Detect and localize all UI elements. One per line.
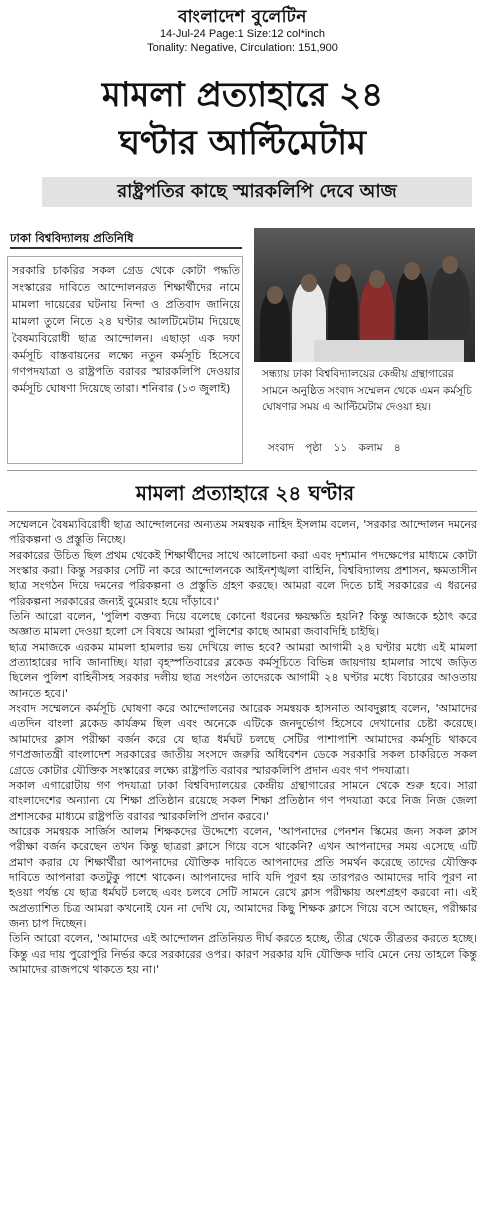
article-body [9,517,477,977]
body-paragraph: সম্মেলনে বৈষম্যবিরোধী ছাত্র আন্দোলনের অন্যতম সমন্বয়ক নাহিদ ইসলাম বলেন, 'সরকার আন্দোলন দমনের পরিকল্পনা ও প্রস্তুতি নিচ্ছে। [9,518,477,547]
continuation-headline: মামলা প্রত্যাহারে ২৪ ঘণ্টার [135,481,355,505]
subheadline: রাষ্ট্রপতির কাছে স্মারকলিপি দেবে আজ [117,181,397,202]
body-paragraph: সকাল এগারোটায় গণ পদযাত্রা ঢাকা বিশ্ববিদ্যালয়ের কেন্দ্রীয় গ্রন্থাগারের সামনে থেকে শুরু হবে। সারা বাংলাদেশের অন্যান্য যে শিক্ষা প্রতিষ্ঠান রয়েছে সকল শিক্ষা প্রতিষ্ঠান গণ পদযাত্রা করে নিজ নিজ জেলা প্রশাসকের মাধ্যমে রাষ্ট্রপতি বরাবর স্মারকলিপি প্রদান করবে।' [9,778,477,823]
clip-meta-size: 14-Jul-24 Page:1 Size:12 col*inch [159,28,326,40]
continuation-reference: সংবাদ পৃষ্ঠা ১১ কলাম ৪ [268,442,401,454]
divider [7,511,477,512]
headline-line-1: মামলা প্রত্যাহারে ২৪ [101,75,384,115]
newspaper-masthead: বাংলাদেশ বুলেটিন [178,7,307,27]
body-paragraph: ছাত্র সমাজকে এরকম মামলা হামলার ভয় দেখিয়ে লাভ হবে? আমরা আগামী ২৪ ঘণ্টার মধ্যে এই মামলা প্রত্যাহারের দাবি জানাচ্ছি। যারা বৃহস্পতিবারের ব্লকেড কর্মসূচিতে বিভিন্ন জায়গায় হামলার সাথে জড়িত ছিলেন পুলিশ বাহিনীসহ সরকার দলীয় ছাত্র সংগঠন তাদেরকে আগামী ২৪ ঘণ্টার মধ্যে বিচারের আওতায় আনতে হবে।' [9,640,477,700]
body-paragraph: সংবাদ সম্মেলনে কর্মসূচি ঘোষণা করে আন্দোলনের আরেক সমন্বয়ক হাসনাত আবদুল্লাহ বলেন, 'আমাদের এতদিন বাংলা ব্লকেড কার্যক্রম ছিল এবং অনেকে এটিকে জনদুর্ভোগ হিসেবে দেখানোর চেষ্টা করেছে। আমাদের ক্লাস পরীক্ষা বর্জন করে যে ছাত্র ধর্মঘট চলছে সেটির পাশাপাশি আমাদের কর্মসূচি থাকবে গণপ্রজাতন্ত্রী বাংলাদেশ সরকারের জাতীয় সংসদে জরুরি অধিবেশন ডেকে সরকারি সকল চাকরিতে সকল গ্রেডে কোটার যৌক্তিক সংস্কারের লক্ষ্যে রাষ্ট্রপতি বরাবর স্মারকলিপি প্রদান এবং গণ পদযাত্রা। [9,702,477,777]
body-paragraph: সরকারের উচিত ছিল প্রথম থেকেই শিক্ষার্থীদের সাথে আলোচনা করা এবং দৃশ্যমান পদক্ষেপের মাধ্যমে কোটা সংস্কার করা। কিন্তু সরকার সেটি না করে আন্দোলনকে আইনশৃঙ্খলা বাহিনি, বিশ্ববিদ্যালয় প্রশাসন, ক্ষমতাসীন ছাত্র সংগঠন দিয়ে দমনের পরিকল্পনা ও প্রস্তুতি গ্রহণ করছে। আমরা বলে দিতে চাই সরকারের এ ধরনের পরিকল্পনা সরকারের জন্যই বুমেরাং হয়ে দাঁড়াবে।' [9,548,477,608]
photo-caption: সন্ধ্যায় ঢাকা বিশ্ববিদ্যালয়ের কেন্দ্রীয় গ্রন্থাগারের সামনে অনুষ্ঠিত সংবাদ সম্মেলন থেকে এমন কর্মসূচি ঘোষণার সময় এ আল্টিমেটাম দেওয়া হয়। [262,368,472,413]
body-paragraph: তিনি আরো বলেন, 'আমাদের এই আন্দোলন প্রতিনিয়ত দীর্ঘ করতে হচ্ছে, তীব্র থেকে তীব্রতর করতে হচ্ছে। কিন্তু এর দায় পুরোপুরি নির্ভর করে সরকারের ওপর। কারণ সরকার যদি যৌক্তিক দাবি মেনে নেয় তাহলে কিন্তু আমাদের রাজপথে থাকতে হয় না।' [9,932,477,976]
body-paragraph: আরেক সমন্বয়ক সার্জিস আলম শিক্ষকদের উদ্দেশ্যে বলেন, 'আপনাদের পেনশন স্কিমের জন্য সকল ক্লাস পরীক্ষা বর্জন করেছেন তখন কিন্তু ছাত্ররা ক্লাসে গিয়ে বসে থাকেনি? এখন আপনাদের সময় এসেছে এটি প্রমাণ করার যে শিক্ষার্থীরা আপনাদের যৌক্তিক দাবিতে আপনাদের প্রতি সমর্থন করেছে তাদের যৌক্তিক দাবিতে আপনারা কতটুকু পাশে থাকেন। আপনাদের দাবি যদি পূরণ হয় তারপরও আমাদের দাবি পূরণ না হওয়া পর্যন্ত যে ছাত্র ধর্মঘট চলছে এবং চলবে সেটি সামনে রেখে ক্লাস পরীক্ষায় অংশগ্রহণ করবো না। এই অপ্রত্যাশিত চিত্র আমরা কখনোই যেন না দেখি যে, আমাদের কিছু শিক্ষক ক্লাসে গিয়ে বসে আছেন, পরীক্ষার জন্য চাপ দিচ্ছেন। [9,824,477,930]
clip-meta-tonality: Tonality: Negative, Circulation: 151,900 [147,42,338,54]
body-paragraph: তিনি আরো বলেন, 'পুলিশ বক্তব্য দিয়ে বলেছে কোনো ধরনের ক্ষয়ক্ষতি হয়নি? কিন্তু আজকে হঠাৎ করে অজ্ঞাত মামলা দেওয়া হলো সে বিষয়ে আমরা পুলিশের কাছে আমরা জবাবদিহি চাইছি। [9,610,477,639]
byline: ঢাকা বিশ্ববিদ্যালয় প্রতিনিধি [10,231,242,249]
lede-paragraph: সরকারি চাকরির সকল গ্রেড থেকে কোটা পদ্ধতি সংস্কারের দাবিতে আন্দোলনরত শিক্ষার্থীদের নামে মামলা দায়েরের ঘটনায় নিন্দা ও প্রতিবাদ জানিয়ে মামলা তুলে নিতে ২৪ ঘণ্টার আলটিমেটাম দিয়েছে বৈষম্যবিরোধী ছাত্র আন্দোলন। এছাড়া এক দফা কর্মসূচি বাস্তবায়নের লক্ষ্যে নতুন কর্মসূচি হিসেবে গণপদযাত্রা ও রাষ্ট্রপতি বরাবর স্মারকলিপি দেওয়ার কর্মসূচি ঘোষণা দিয়েছে তারা। শনিবার (১৩ জুলাই) [12,264,240,396]
divider [7,470,477,471]
headline-line-2: ঘণ্টার আল্টিমেটাম [118,123,366,163]
press-conference-photo [254,228,475,362]
